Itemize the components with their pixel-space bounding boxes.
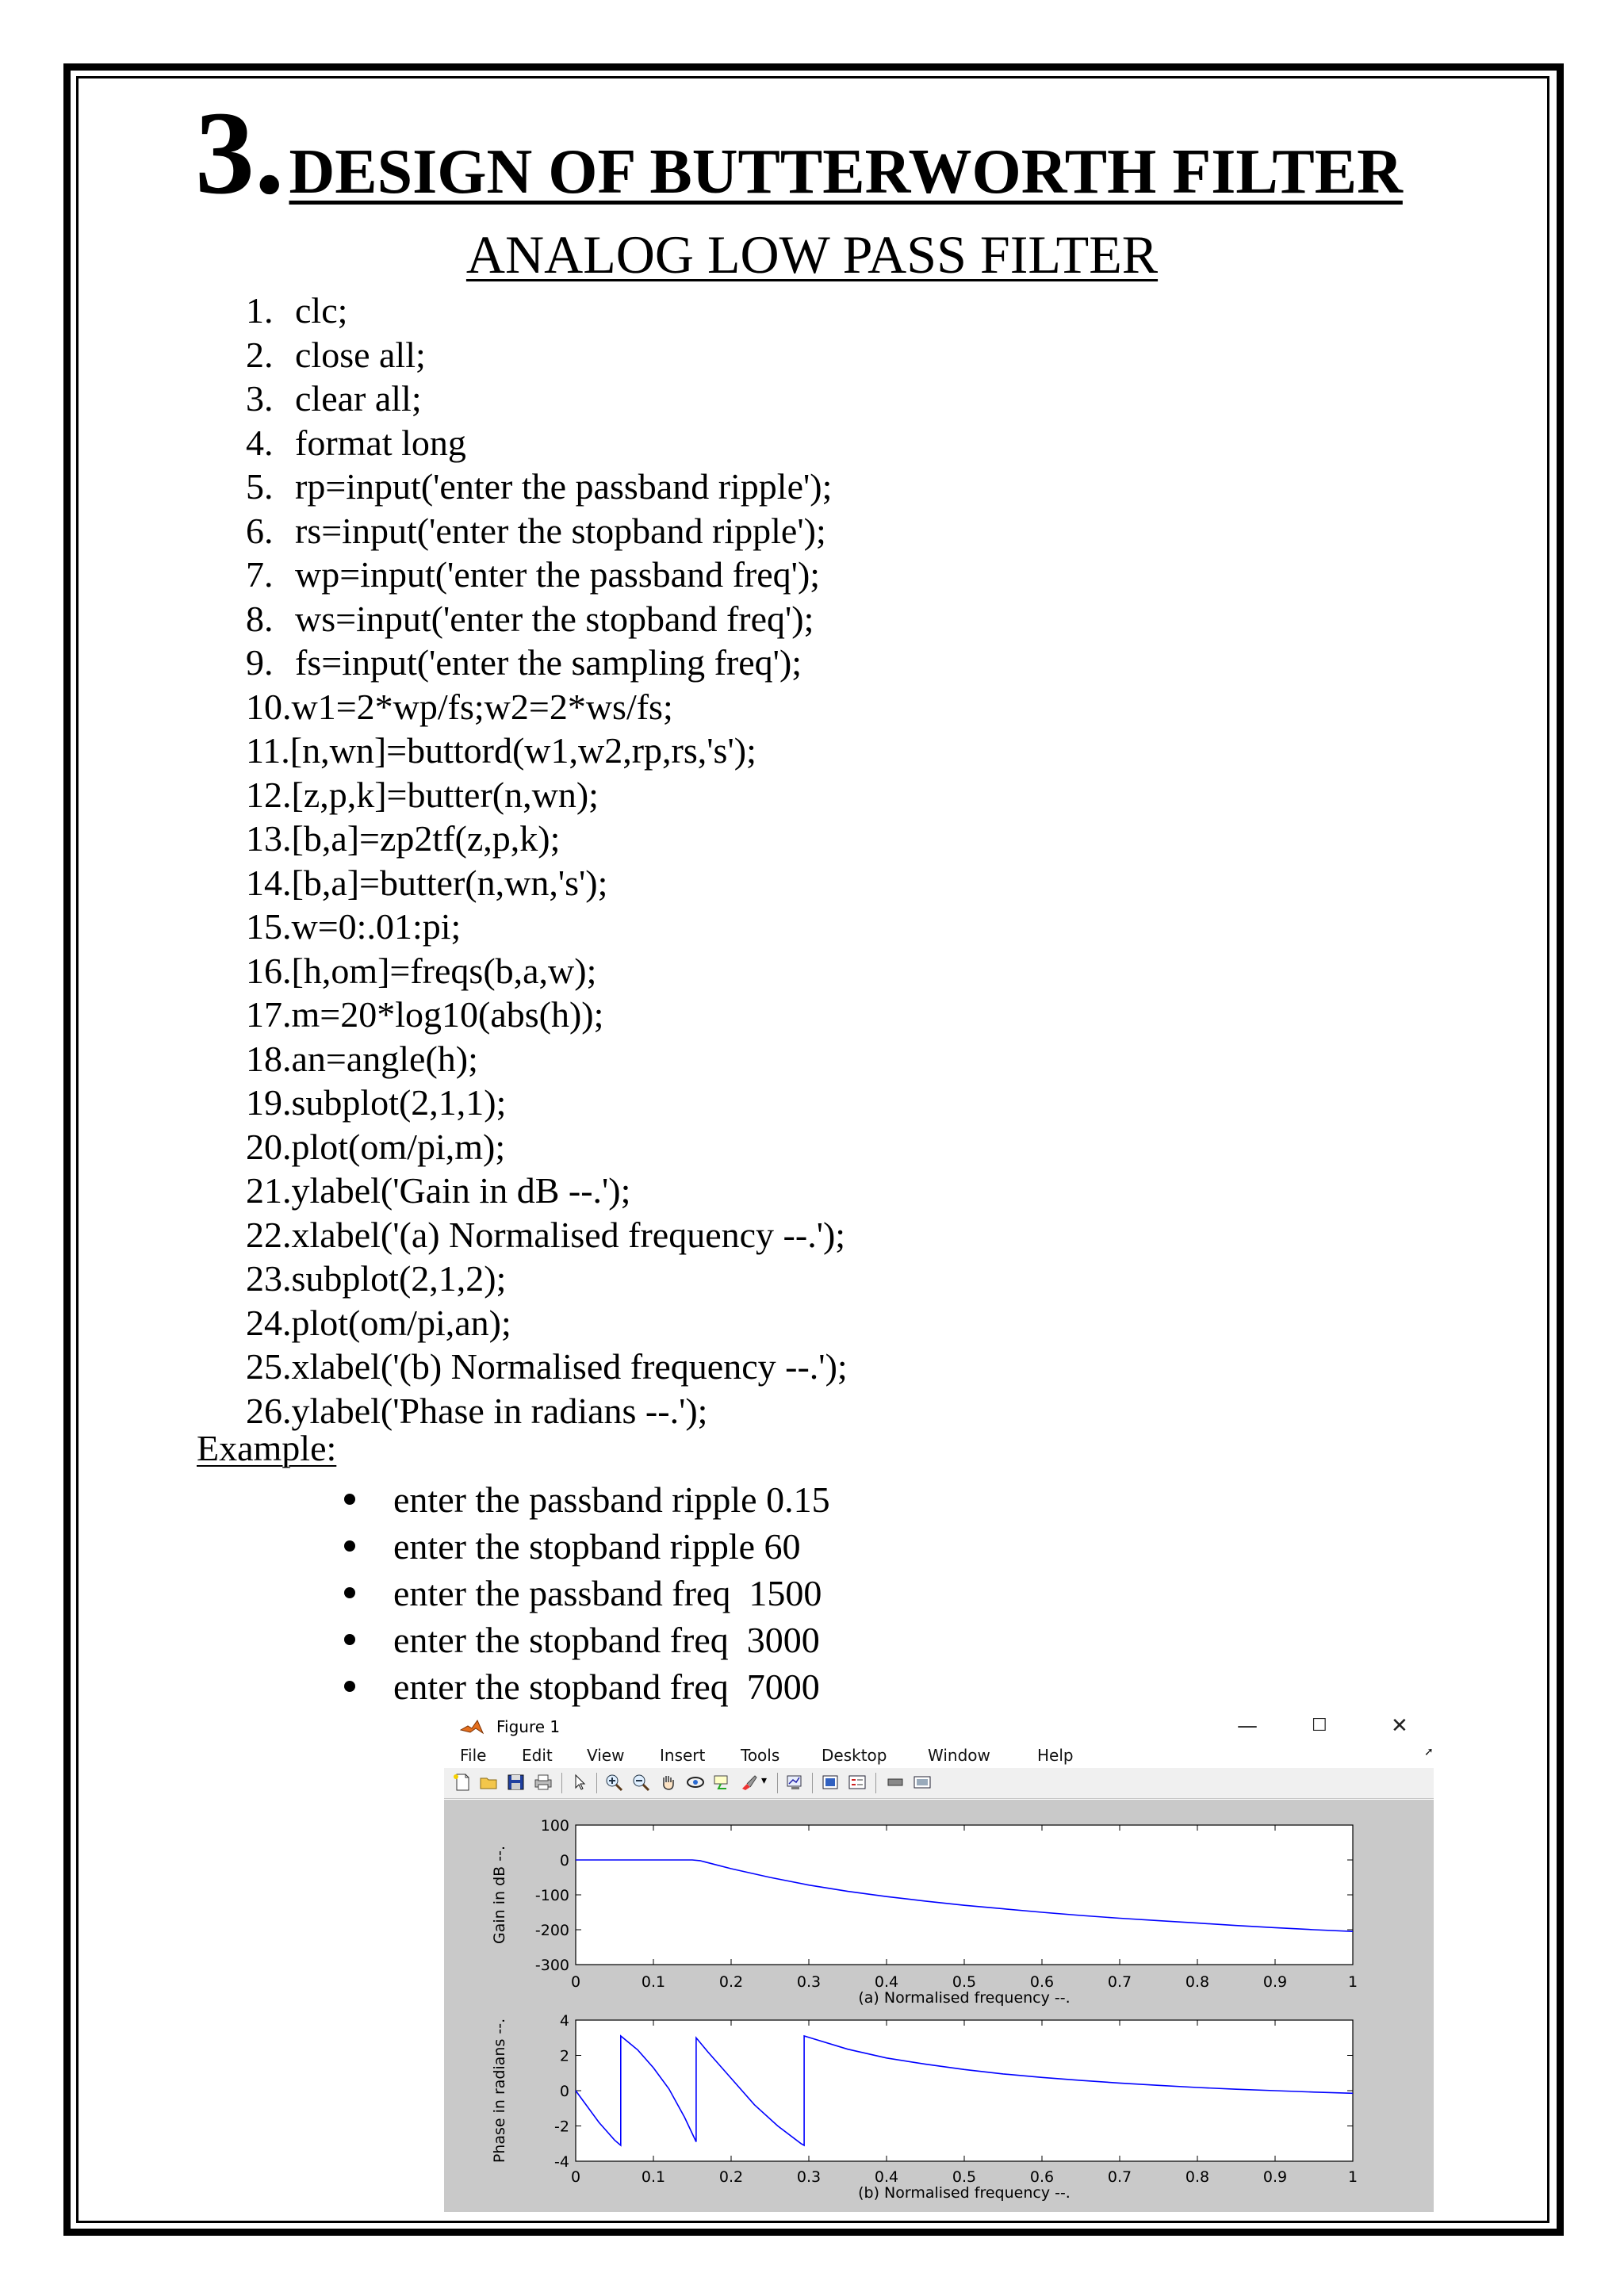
zoom-in-icon[interactable] (604, 1773, 625, 1792)
code-line (246, 905, 848, 949)
toolbar-separator (561, 1773, 562, 1793)
code-line (246, 729, 848, 773)
code-line (246, 861, 848, 905)
bullet-icon (344, 1494, 355, 1505)
colorbar-icon[interactable] (820, 1773, 841, 1792)
code-line-number: 18. (246, 1038, 292, 1079)
axes-box (576, 2020, 1353, 2161)
x-tick-label: 0.6 (1029, 2168, 1055, 2186)
menu-file[interactable]: File (460, 1746, 487, 1765)
rotate-3d-icon[interactable] (685, 1773, 706, 1792)
code-line (246, 1301, 848, 1345)
figure-toolbar (444, 1768, 1434, 1799)
code-line-text: ylabel('Phase in radians --.'); (291, 1390, 708, 1431)
minimize-button[interactable]: — (1237, 1714, 1258, 1738)
code-line-text: plot(om/pi,an); (291, 1302, 511, 1343)
x-tick-label: 0.1 (641, 2168, 666, 2186)
example-item (341, 1570, 830, 1617)
menu-edit[interactable]: Edit (522, 1746, 553, 1765)
code-line-number: 3. (246, 378, 274, 419)
code-line-number: 5. (246, 466, 274, 507)
figure-window (444, 1712, 1434, 2212)
code-line-number: 1. (246, 290, 274, 331)
code-line-text: m=20*log10(abs(h)); (291, 994, 604, 1035)
code-line-text: rs=input('enter the stopband ripple'); (295, 510, 826, 551)
bullet-icon (344, 1587, 355, 1598)
code-line (246, 289, 848, 333)
code-line-number: 16. (246, 950, 292, 991)
y-tick-label: 4 (559, 2012, 569, 2030)
menu-view[interactable]: View (587, 1746, 625, 1765)
code-line-number: 24. (246, 1302, 292, 1343)
code-line (246, 1169, 848, 1213)
x-tick-label: 0.8 (1185, 1973, 1210, 1991)
heading-title: DESIGN OF BUTTERWORTH FILTER (289, 137, 1403, 207)
x-tick-label: 0.5 (952, 2168, 977, 2186)
bullet-icon (344, 1634, 355, 1645)
example-item (341, 1476, 830, 1523)
code-line-text: fs=input('enter the sampling freq'); (295, 642, 802, 683)
data-cursor-icon[interactable] (712, 1773, 733, 1792)
toolbar-separator (596, 1773, 597, 1793)
example-heading: Example: (197, 1428, 337, 1468)
code-line-text: [b,a]=zp2tf(z,p,k); (291, 818, 561, 859)
code-line-text: an=angle(h); (291, 1038, 478, 1079)
hide-plot-tools-icon[interactable] (885, 1773, 906, 1792)
menu-window[interactable]: Window (928, 1746, 990, 1765)
save-icon[interactable] (506, 1773, 527, 1792)
example-item (341, 1663, 830, 1710)
y-tick-label: -4 (554, 2153, 569, 2171)
code-line-text: xlabel('(b) Normalised frequency --.'); (291, 1346, 848, 1387)
y-tick-label: -300 (534, 1957, 569, 1974)
code-line-text: rp=input('enter the passband ripple'); (295, 466, 833, 507)
code-line-number: 4. (246, 422, 274, 463)
code-line-number: 23. (246, 1258, 292, 1299)
x-tick-label: 0.8 (1185, 2168, 1210, 2186)
example-item-text: enter the passband ripple 0.15 (393, 1479, 830, 1520)
code-line-number: 9. (246, 642, 274, 683)
code-line (246, 377, 848, 421)
x-tick-label: 1 (1347, 2168, 1358, 2186)
code-line (246, 333, 848, 377)
heading-number: 3. (195, 87, 285, 219)
code-line (246, 949, 848, 993)
code-line-number: 20. (246, 1126, 292, 1167)
print-icon[interactable] (533, 1773, 553, 1792)
figure-canvas (444, 1800, 1434, 2212)
x-tick-label: 0.1 (641, 1973, 666, 1991)
x-tick-label: 0.6 (1029, 1973, 1055, 1991)
menu-tools[interactable]: Tools (741, 1746, 780, 1765)
code-line-text: w1=2*wp/fs;w2=2*ws/fs; (291, 686, 673, 727)
x-tick-label: 0.5 (952, 1973, 977, 1991)
new-figure-icon[interactable] (452, 1773, 473, 1792)
code-line (246, 509, 848, 553)
example-item-text: enter the stopband freq 7000 (393, 1667, 820, 1707)
x-tick-label: 1 (1347, 1973, 1358, 1991)
y-tick-label: 2 (559, 2047, 569, 2065)
x-tick-label: 0.3 (796, 2168, 822, 2186)
toolbar-separator (812, 1773, 813, 1793)
y-tick-label: -200 (534, 1922, 569, 1939)
code-line-number: 25. (246, 1346, 292, 1387)
example-item-text: enter the stopband ripple 60 (393, 1526, 801, 1567)
brush-dropdown-icon[interactable]: ▾ (761, 1774, 768, 1787)
x-tick-label: 0.7 (1107, 2168, 1132, 2186)
code-line-text: subplot(2,1,1); (291, 1082, 507, 1123)
code-line (246, 641, 848, 685)
figure-title: Figure 1 (496, 1717, 561, 1736)
code-line (246, 773, 848, 817)
y-tick-label: 100 (540, 1817, 569, 1835)
x-tick-label: 0.2 (718, 2168, 744, 2186)
x-tick-label: 0.4 (874, 2168, 899, 2186)
x-tick-label: 0.3 (796, 1973, 822, 1991)
bullet-icon (344, 1540, 355, 1552)
example-item (341, 1523, 830, 1570)
code-line (246, 553, 848, 597)
code-line-text: ylabel('Gain in dB --.'); (291, 1170, 631, 1211)
code-line (246, 465, 848, 509)
show-plot-tools-icon[interactable] (912, 1773, 933, 1792)
pointer-icon[interactable] (569, 1773, 590, 1792)
x-axis-label: (b) Normalised frequency --. (858, 2184, 1071, 2202)
plot-area (444, 1800, 1434, 2212)
code-line-text: format long (295, 422, 466, 463)
code-line (246, 685, 848, 729)
code-line-number: 19. (246, 1082, 292, 1123)
toolbar-separator (875, 1773, 876, 1793)
x-tick-label: 0.7 (1107, 1973, 1132, 1991)
open-file-icon[interactable] (479, 1773, 500, 1792)
code-line-number: 21. (246, 1170, 292, 1211)
code-line-number: 13. (246, 818, 292, 859)
figure-titlebar (444, 1712, 1434, 1743)
menu-desktop[interactable]: Desktop (822, 1746, 887, 1765)
code-line-text: subplot(2,1,2); (291, 1258, 507, 1299)
x-tick-label: 0 (570, 1973, 581, 1991)
example-item-text: enter the passband freq 1500 (393, 1573, 822, 1613)
code-line (246, 1213, 848, 1257)
code-line (246, 817, 848, 861)
bullet-icon (344, 1681, 355, 1692)
menu-overflow-arrow-icon[interactable]: ➚ (1424, 1746, 1434, 1758)
matlab-logo-icon (460, 1719, 484, 1736)
code-line-number: 17. (246, 994, 292, 1035)
x-tick-label: 0.9 (1262, 2168, 1288, 2186)
code-line (246, 1037, 848, 1081)
y-axis-label: Gain in dB --. (491, 1846, 508, 1944)
page-subtitle: ANALOG LOW PASS FILTER (465, 224, 1159, 285)
y-axis-label: Phase in radians --. (491, 2018, 508, 2164)
y-tick-label: 0 (559, 2083, 569, 2100)
x-tick-label: 0.9 (1262, 1973, 1288, 1991)
code-line-number: 12. (246, 774, 292, 815)
maximize-button[interactable]: ☐ (1312, 1716, 1327, 1735)
code-line-number: 2. (246, 334, 274, 375)
code-line-text: [z,p,k]=butter(n,wn); (291, 774, 599, 815)
code-line-text: wp=input('enter the passband freq'); (295, 554, 821, 595)
code-line (246, 1345, 848, 1389)
code-line-number: 14. (246, 862, 292, 903)
figure-menubar (444, 1743, 1434, 1768)
brush-icon[interactable] (739, 1773, 760, 1792)
code-line-number: 11. (246, 730, 290, 771)
page-heading (195, 87, 1403, 219)
example-item (341, 1617, 830, 1663)
code-line-text: [h,om]=freqs(b,a,w); (291, 950, 597, 991)
code-line-number: 15. (246, 906, 292, 947)
menu-help[interactable]: Help (1037, 1746, 1074, 1765)
code-line-text: w=0:.01:pi; (291, 906, 462, 947)
code-line-number: 10. (246, 686, 292, 727)
menu-insert[interactable]: Insert (660, 1746, 706, 1765)
zoom-out-icon[interactable] (631, 1773, 652, 1792)
code-line (246, 1257, 848, 1301)
x-tick-label: 0.4 (874, 1973, 899, 1991)
axes-box (576, 1825, 1353, 1965)
x-tick-label: 0 (570, 2168, 581, 2186)
code-line-number: 22. (246, 1214, 292, 1255)
toolbar-separator (777, 1773, 778, 1793)
x-axis-label: (a) Normalised frequency --. (858, 1989, 1071, 2007)
legend-icon[interactable] (847, 1773, 868, 1792)
code-line-text: clc; (295, 290, 348, 331)
example-item-text: enter the stopband freq 3000 (393, 1620, 820, 1660)
code-line-number: 6. (246, 510, 274, 551)
code-line-number: 7. (246, 554, 274, 595)
pan-hand-icon[interactable] (658, 1773, 679, 1792)
code-line (246, 1081, 848, 1125)
code-line-text: xlabel('(a) Normalised frequency --.'); (291, 1214, 846, 1255)
code-line-text: plot(om/pi,m); (291, 1126, 506, 1167)
code-line-number: 8. (246, 598, 274, 639)
code-line (246, 597, 848, 641)
example-list (341, 1476, 830, 1710)
code-line (246, 1125, 848, 1169)
code-line-number: 26. (246, 1390, 292, 1431)
code-listing (246, 289, 848, 1433)
y-tick-label: -100 (534, 1887, 569, 1904)
code-line-text: clear all; (295, 378, 422, 419)
code-line (246, 993, 848, 1037)
link-plot-icon[interactable] (785, 1773, 806, 1792)
code-line-text: [b,a]=butter(n,wn,'s'); (291, 862, 608, 903)
code-line-text: close all; (295, 334, 426, 375)
close-button[interactable]: ✕ (1391, 1714, 1408, 1738)
code-line-text: ws=input('enter the stopband freq'); (295, 598, 814, 639)
code-line (246, 1389, 848, 1433)
y-tick-label: -2 (554, 2118, 569, 2136)
y-tick-label: 0 (559, 1852, 569, 1869)
x-tick-label: 0.2 (718, 1973, 744, 1991)
code-line-text: [n,wn]=buttord(w1,w2,rp,rs,'s'); (289, 730, 756, 771)
code-line (246, 421, 848, 465)
